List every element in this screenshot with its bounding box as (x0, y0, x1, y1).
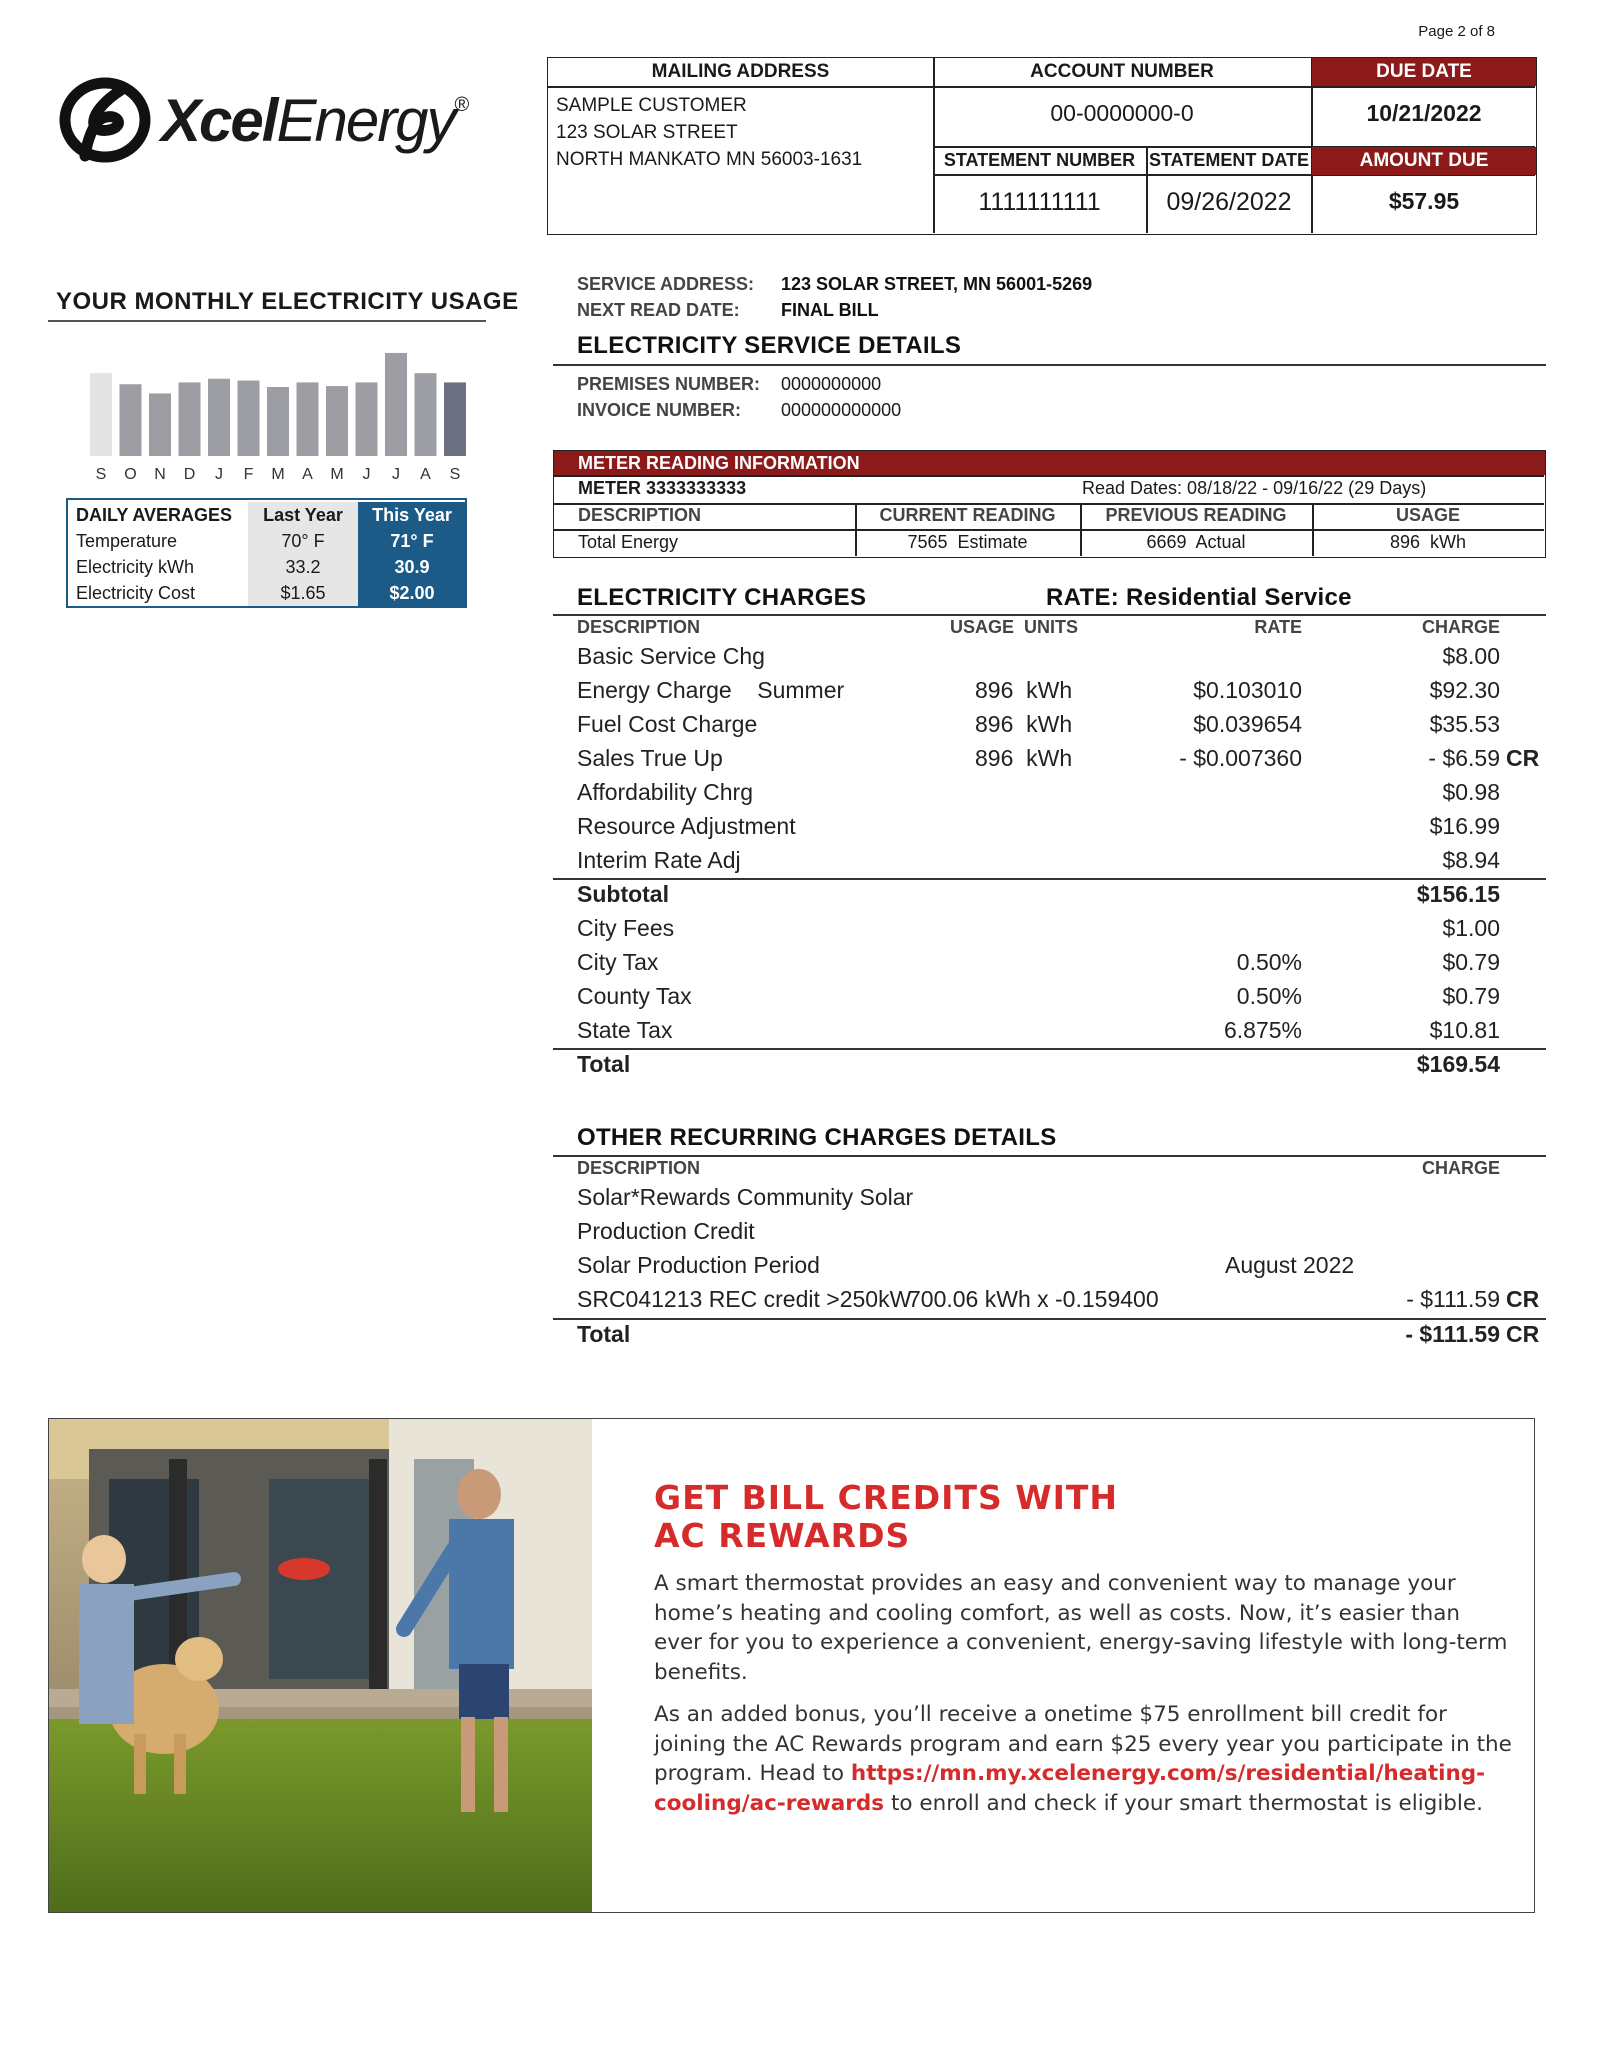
usage-month-label: J (215, 466, 223, 483)
usage-month-label: A (420, 466, 431, 483)
usage-bar-8 (326, 386, 348, 456)
solar-period-value: August 2022 (1225, 1252, 1355, 1278)
usage-month-label: J (362, 466, 371, 483)
usage-bar-3 (179, 382, 201, 456)
usage-month-label: S (449, 466, 461, 483)
tax-row-amount: $0.79 (1442, 949, 1500, 975)
page-number: Page 2 of 8 (1418, 23, 1495, 40)
usage-bar-11 (415, 373, 437, 456)
tax-row-rate: 0.50% (1236, 949, 1302, 975)
logo-word-energy: Energy (276, 87, 455, 154)
usage-bar-10 (385, 353, 407, 456)
mailing-address-label: MAILING ADDRESS (651, 61, 830, 82)
usage-month-label: N (154, 466, 166, 483)
usage-bar-7 (297, 382, 319, 456)
averages-last-year-value: 70° F (248, 528, 358, 554)
usage-bar-2 (149, 393, 171, 456)
amount-due-label: AMOUNT DUE (1312, 147, 1536, 175)
promo-title-line-2: AC REWARDS (654, 1516, 911, 1555)
averages-row-label: Electricity kWh (76, 557, 195, 577)
tax-row-rate: 6.875% (1223, 1017, 1302, 1043)
charge-row-usage: 896 kWh (975, 711, 1073, 737)
meter-col-current: CURRENT READING (879, 505, 1056, 525)
averages-header-label: DAILY AVERAGES (76, 505, 233, 525)
next-read-value: FINAL BILL (781, 300, 879, 320)
meter-reading-title: METER READING INFORMATION (554, 451, 1545, 475)
section-rule (553, 614, 1546, 616)
charge-row-amount: $8.94 (1442, 847, 1500, 873)
usage-bar-9 (356, 382, 378, 456)
statement-date-value: 09/26/2022 (1166, 188, 1292, 216)
averages-last-year-value: $1.65 (248, 580, 358, 606)
averages-header-row (68, 502, 465, 528)
promo-title-line-1: GET BILL CREDITS WITH (654, 1478, 1119, 1517)
mailing-line-3: NORTH MANKATO MN 56003-1631 (556, 149, 863, 170)
charges-col-description: DESCRIPTION (577, 617, 701, 637)
tax-row-amount: $10.81 (1429, 1017, 1500, 1043)
statement-number-value: 1111111111 (978, 188, 1101, 216)
src-credit-calc: 700.06 kWh x -0.159400 (908, 1286, 1159, 1312)
mailing-line-1: SAMPLE CUSTOMER (556, 95, 747, 116)
recurring-col-description: DESCRIPTION (577, 1158, 701, 1178)
charges-total-value: $169.54 (1416, 1051, 1500, 1077)
charges-col-rate: RATE (1254, 617, 1302, 637)
averages-last-year-value: 33.2 (248, 554, 358, 580)
credit-marker: CR (1506, 1321, 1540, 1347)
solar-period-label: Solar Production Period (577, 1252, 820, 1278)
account-header-table (547, 57, 1537, 235)
mailing-address (556, 92, 926, 173)
meter-row-usage: 896 kWh (1389, 532, 1467, 552)
charge-row-description: Resource Adjustment (577, 813, 796, 839)
usage-bar-0 (90, 373, 112, 456)
recurring-total-value: - $111.59 (1405, 1321, 1500, 1347)
daily-averages-table (66, 498, 467, 608)
tax-row-description: City Fees (577, 915, 675, 941)
family-photo (49, 1419, 592, 1912)
meter-read-dates: Read Dates: 08/18/22 - 09/16/22 (29 Days) (1082, 478, 1427, 498)
charge-row-description: Basic Service Chg (577, 643, 765, 669)
tax-row-rate: 0.50% (1236, 983, 1302, 1009)
service-details-title: ELECTRICITY SERVICE DETAILS (577, 332, 962, 359)
account-number-value: 00-0000000-0 (1050, 100, 1194, 126)
amount-due-value: $57.95 (1388, 188, 1460, 214)
charge-row-rate: $0.103010 (1193, 677, 1302, 703)
credit-marker: CR (1506, 745, 1540, 771)
meter-row-current: 7565 Estimate (907, 532, 1028, 552)
premises-number-value: 0000000000 (781, 374, 882, 394)
promo-paragraph-1: A smart thermostat provides an easy and convenient way to manage your home’s heating and cooling comfort, as well as costs. Now, it’s easier than ever for you to experience a convenient, energy-saving lifestyle with long-term benefits. (654, 1571, 1508, 1685)
averages-this-year-value: 30.9 (358, 554, 466, 580)
usage-month-label: D (183, 466, 196, 483)
averages-row-cost (68, 580, 465, 606)
registered-mark: ® (454, 94, 468, 116)
promo-paragraph-2-end: to enroll and check if your smart thermostat is eligible. (890, 1790, 1483, 1816)
recurring-col-charge: CHARGE (1421, 1158, 1500, 1178)
xcel-swirl-icon (57, 72, 153, 168)
usage-month-label: S (95, 466, 107, 483)
averages-header-this-year: This Year (358, 502, 466, 528)
meter-id: METER 3333333333 (578, 478, 747, 498)
invoice-number-label: INVOICE NUMBER: (577, 400, 742, 420)
usage-month-label: M (330, 466, 344, 483)
next-read-label: NEXT READ DATE: (577, 300, 740, 320)
recurring-charges-title: OTHER RECURRING CHARGES DETAILS (577, 1124, 1057, 1151)
averages-row-label: Temperature (76, 531, 178, 551)
account-number-label: ACCOUNT NUMBER (1030, 61, 1214, 82)
meter-reading-table (553, 450, 1546, 558)
ac-rewards-link[interactable]: https://mn.my.xcelenergy.com/s/residential/heating-cooling/ac-rewards (654, 1761, 1486, 1816)
mailing-line-2: 123 SOLAR STREET (556, 122, 738, 143)
charge-row-rate: - $0.007360 (1179, 745, 1302, 771)
section-rule (553, 1155, 1546, 1157)
charge-row-description: Affordability Chrg (577, 779, 753, 805)
monthly-usage-title: YOUR MONTHLY ELECTRICITY USAGE (56, 288, 519, 315)
service-address-value: 123 SOLAR STREET, MN 56001-5269 (781, 274, 1093, 294)
charge-row-description: Energy Charge Summer (577, 677, 845, 703)
monthly-usage-chart (86, 338, 461, 488)
src-credit-amount: - $111.59 (1406, 1286, 1500, 1312)
due-date-label: DUE DATE (1312, 58, 1536, 86)
recurring-total-label: Total (577, 1321, 631, 1347)
subtotal-label: Subtotal (577, 881, 669, 907)
promo-paragraph-2-text: As an added bonus, you’ll receive a onetime $75 enrollment bill credit for joining the AC Rewards program and earn $25 every year you participate in the program. Head to (654, 1702, 1512, 1786)
subtotal-rule (553, 878, 1546, 880)
usage-bar-1 (120, 384, 142, 456)
promo-title (654, 1479, 1118, 1555)
total-rule (553, 1048, 1546, 1050)
meter-row-previous: 6669 Actual (1146, 532, 1246, 552)
charge-row-rate: $0.039654 (1193, 711, 1302, 737)
logo-word-xcel: Xcel (161, 87, 277, 154)
usage-bar-5 (238, 381, 260, 456)
charges-col-charge: CHARGE (1421, 617, 1500, 637)
averages-row-temperature (68, 528, 465, 554)
averages-this-year-value: 71° F (358, 528, 466, 554)
usage-month-label: F (243, 466, 254, 483)
credit-marker: CR (1506, 1286, 1540, 1312)
section-rule (553, 364, 1546, 366)
tax-row-amount: $0.79 (1442, 983, 1500, 1009)
charge-row-amount: $16.99 (1429, 813, 1500, 839)
charge-row-amount: $35.53 (1429, 711, 1500, 737)
electricity-charges-title: ELECTRICITY CHARGES (577, 584, 867, 611)
charge-row-description: Fuel Cost Charge (577, 711, 758, 737)
premises-number-label: PREMISES NUMBER: (577, 374, 761, 394)
usage-bar-6 (267, 387, 289, 456)
total-rule (553, 1318, 1546, 1320)
charge-row-amount: $8.00 (1442, 643, 1500, 669)
statement-date-label: STATEMENT DATE (1149, 150, 1309, 170)
charge-row-usage: 896 kWh (975, 745, 1073, 771)
charge-row-amount: $0.98 (1442, 779, 1500, 805)
averages-row-kwh (68, 554, 465, 580)
charge-row-amount: $92.30 (1429, 677, 1500, 703)
invoice-number-value: 000000000000 (781, 400, 902, 420)
statement-number-label: STATEMENT NUMBER (943, 150, 1136, 170)
charges-total-label: Total (577, 1051, 631, 1077)
tax-row-description: County Tax (577, 983, 692, 1009)
tax-row-description: State Tax (577, 1017, 673, 1043)
charge-row-description: Sales True Up (577, 745, 723, 771)
tax-row-amount: $1.00 (1442, 915, 1500, 941)
charge-row-usage: 896 kWh (975, 677, 1073, 703)
meter-col-previous: PREVIOUS READING (1105, 505, 1287, 525)
meter-col-usage: USAGE (1395, 505, 1460, 525)
src-credit-label: SRC041213 REC credit >250kW (577, 1286, 912, 1312)
usage-title-rule (48, 320, 486, 322)
recurring-description-line-2: Production Credit (577, 1218, 755, 1244)
ac-rewards-promo (48, 1418, 1535, 1913)
averages-this-year-value: $2.00 (358, 580, 466, 606)
charges-col-usage: USAGE UNITS (950, 617, 1079, 637)
tax-row-description: City Tax (577, 949, 659, 975)
charge-row-amount: - $6.59 (1428, 745, 1500, 771)
service-address-label: SERVICE ADDRESS: (577, 274, 755, 294)
usage-month-label: J (392, 466, 400, 483)
averages-row-label: Electricity Cost (76, 583, 196, 603)
usage-bar-12 (444, 382, 466, 456)
due-date-value: 10/21/2022 (1366, 100, 1482, 126)
averages-header-last-year: Last Year (248, 502, 358, 528)
subtotal-value: $156.15 (1416, 881, 1500, 907)
usage-month-label: O (124, 466, 137, 483)
charge-row-description: Interim Rate Adj (577, 847, 741, 873)
xcel-energy-logo (57, 72, 497, 172)
usage-month-label: M (271, 466, 285, 483)
usage-bar-4 (208, 379, 230, 456)
meter-col-description: DESCRIPTION (578, 505, 702, 525)
promo-paragraph-2 (654, 1700, 1514, 1818)
rate-title: RATE: Residential Service (1046, 584, 1352, 611)
recurring-description-line-1: Solar*Rewards Community Solar (577, 1184, 914, 1210)
usage-month-label: A (302, 466, 313, 483)
meter-row-description: Total Energy (578, 532, 679, 552)
